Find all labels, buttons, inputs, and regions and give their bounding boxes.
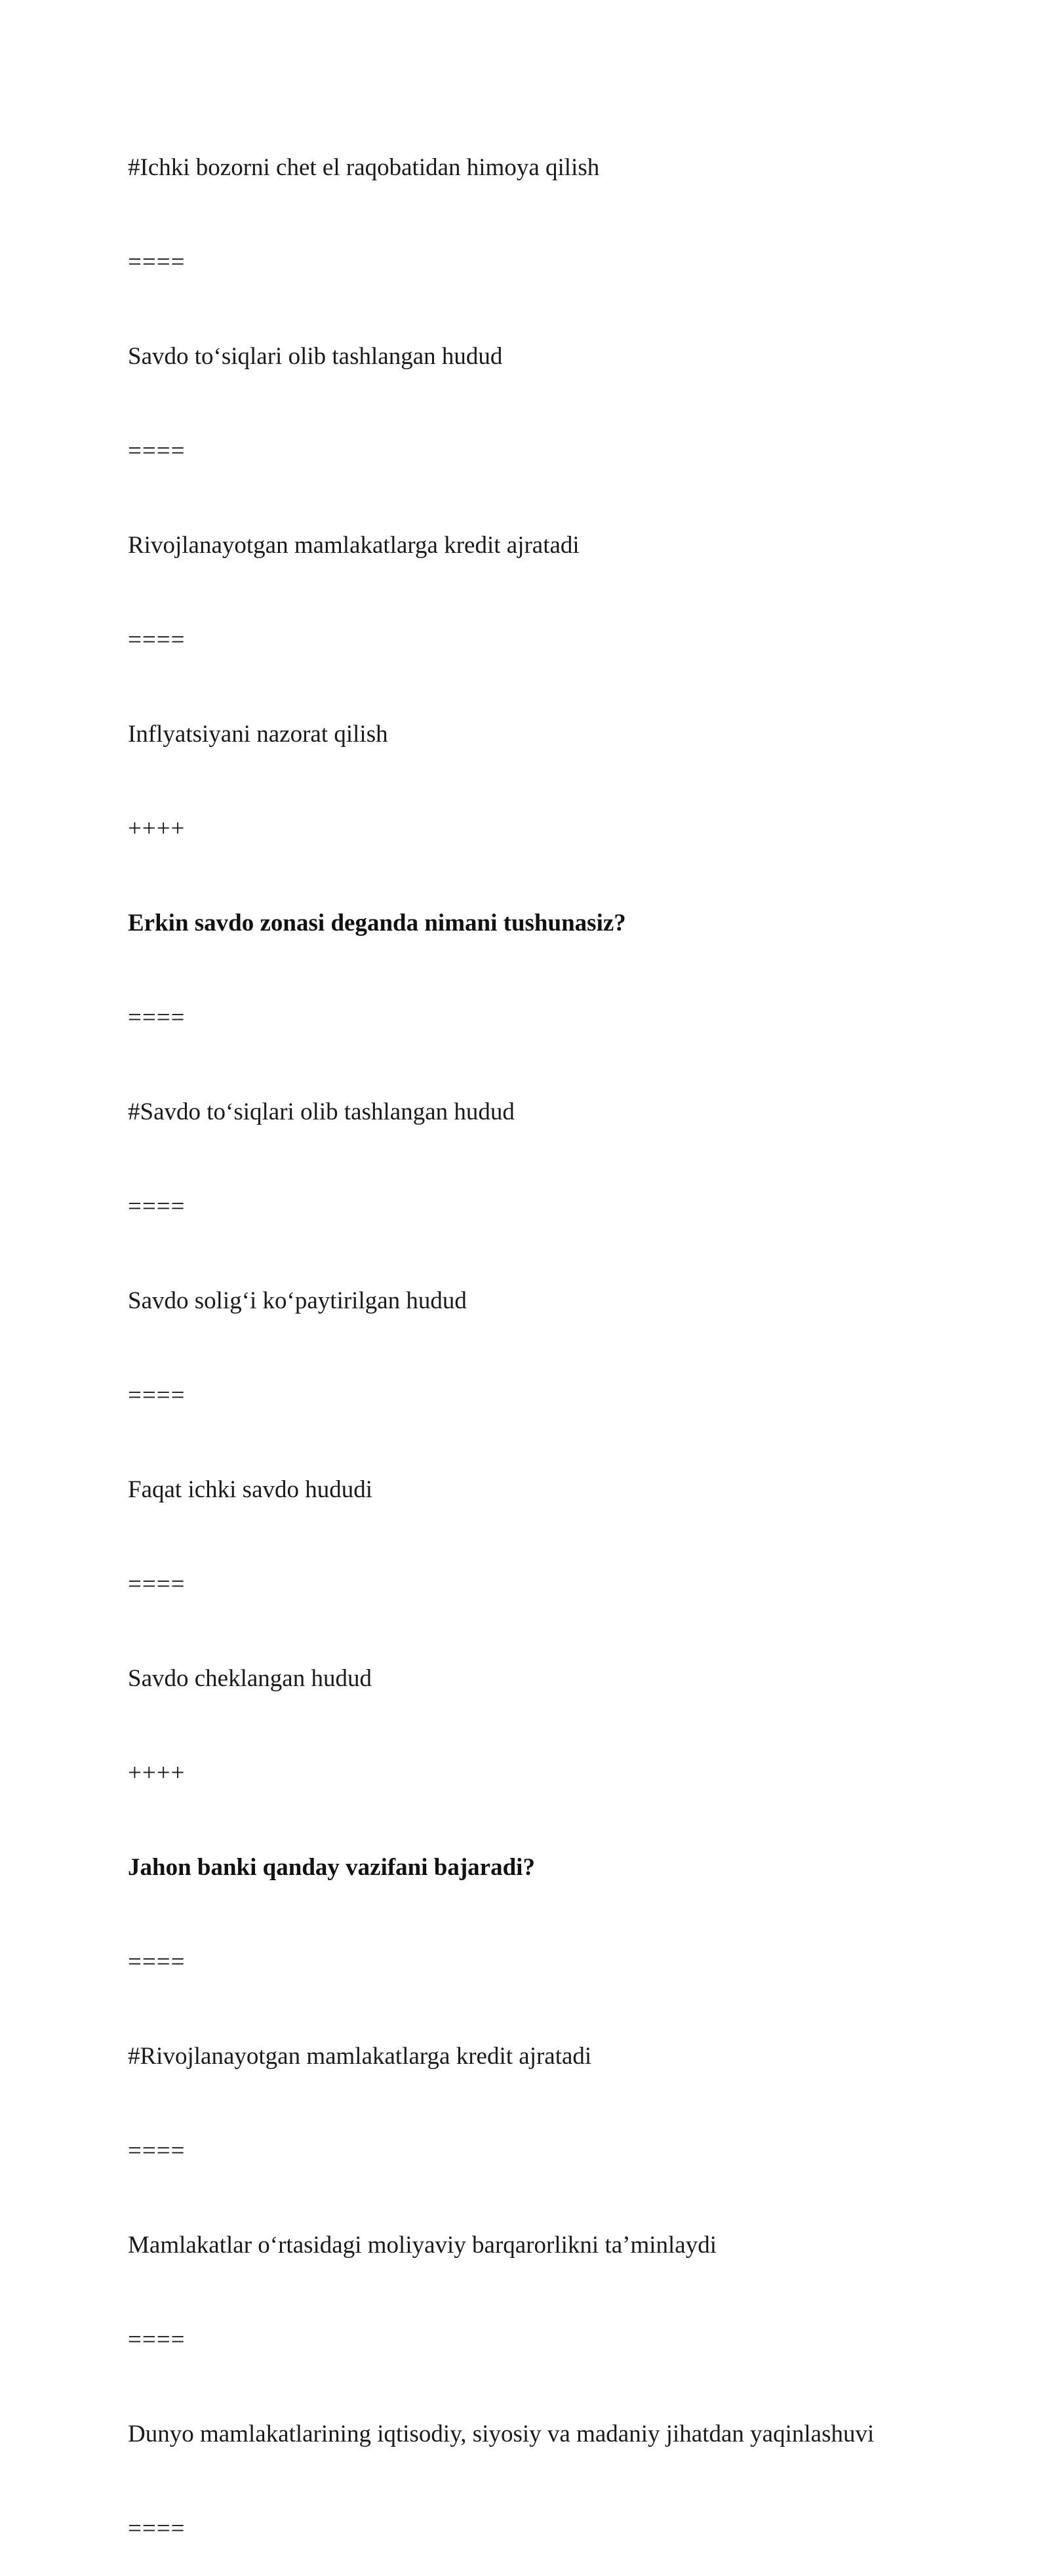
- question-heading: Erkin savdo zonasi deganda nimani tushunasiz?: [128, 910, 626, 936]
- separator-equals: ====: [128, 249, 186, 275]
- separator-equals: ====: [128, 1193, 186, 1220]
- separator-equals: ====: [128, 1382, 186, 1409]
- answer-option-correct: #Savdo to‘siqlari olib tashlangan hudud: [128, 1098, 515, 1125]
- separator-equals: ====: [128, 2326, 186, 2353]
- answer-option: Mamlakatlar o‘rtasidagi moliyaviy barqarorlikni ta’minlaydi: [128, 2232, 717, 2259]
- separator-equals: ====: [128, 1948, 186, 1975]
- answer-option-correct: #Rivojlanayotgan mamlakatlarga kredit ajratadi: [128, 2043, 592, 2070]
- answer-option: Faqat ichki savdo hududi: [128, 1476, 373, 1503]
- answer-option: Dunyo mamlakatlarining iqtisodiy, siyosiy va madaniy jihatdan yaqinlashuvi: [128, 2421, 875, 2447]
- answer-option-correct: #Ichki bozorni chet el raqobatidan himoya qilish: [128, 154, 600, 181]
- answer-option: Savdo to‘siqlari olib tashlangan hudud: [128, 343, 503, 370]
- answer-option: Inflyatsiyani nazorat qilish: [128, 721, 388, 748]
- separator-plus: ++++: [128, 1760, 186, 1786]
- separator-equals: ====: [128, 626, 186, 653]
- separator-equals: ====: [128, 1571, 186, 1598]
- answer-option: Savdo solig‘i ko‘paytirilgan hudud: [128, 1287, 467, 1314]
- separator-equals: ====: [128, 2137, 186, 2164]
- answer-option: Savdo cheklangan hudud: [128, 1665, 372, 1692]
- separator-equals: ====: [128, 1004, 186, 1031]
- separator-equals: ====: [128, 2515, 186, 2542]
- question-heading: Jahon banki qanday vazifani bajaradi?: [128, 1854, 535, 1881]
- separator-equals: ====: [128, 437, 186, 464]
- answer-option: Rivojlanayotgan mamlakatlarga kredit ajratadi: [128, 532, 580, 559]
- separator-plus: ++++: [128, 815, 186, 842]
- document-content: [128, 121, 980, 2576]
